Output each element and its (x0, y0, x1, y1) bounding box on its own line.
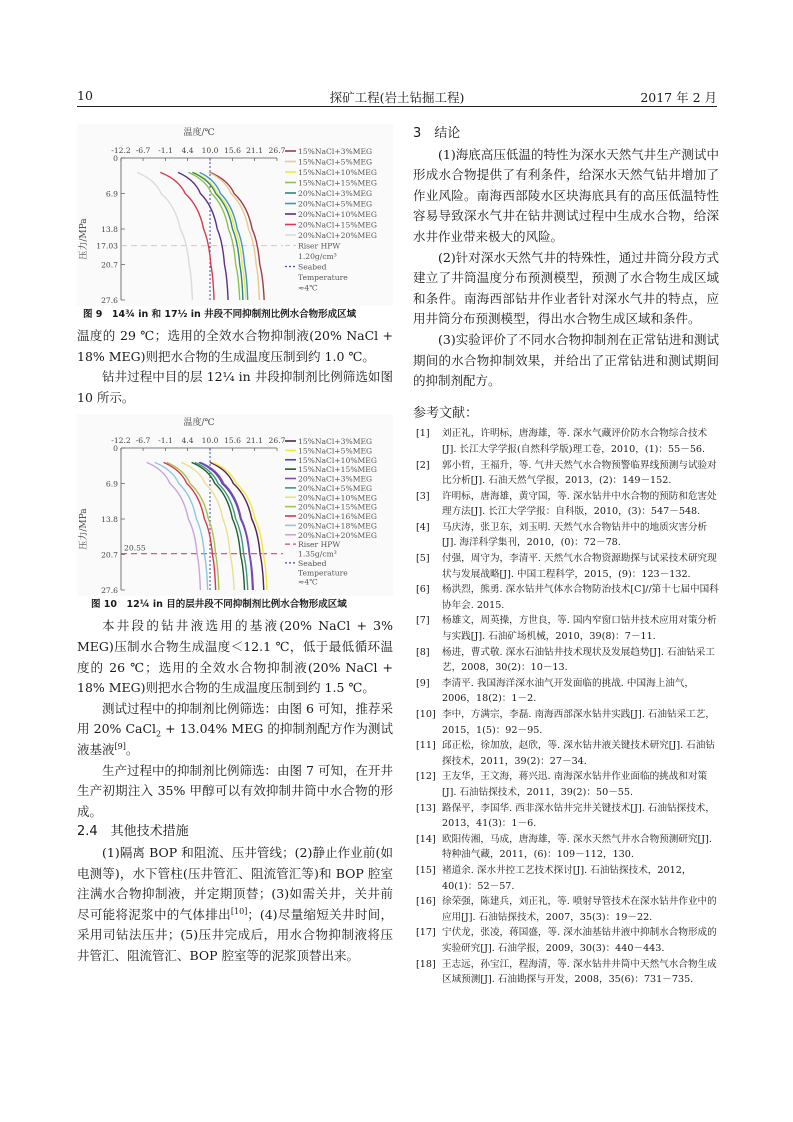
legend-item (285, 503, 377, 512)
legend-item (285, 189, 372, 198)
reference-item (413, 582, 719, 613)
reference-number: [7] (416, 615, 430, 627)
reference-text: 马庆涛，张卫东，刘玉明. 天然气水合物钻井中的地质灾害分析[J]. 海洋科学集刊，2010，(0)：72－78. (442, 521, 708, 549)
y-tick-label: 0 (113, 444, 118, 454)
paragraph: 本井段的钻井液选用的基液(20% NaCl + 3% MEG)压制水合物生成温度＜12.1 ℃，低于最低循环温度的 26 ℃；选用的全效水合物抑制液(20% NaCl + 18% MEG)则把水合物的生成温度压制到约 1.5 ℃。 (77, 618, 393, 696)
legend-label: ≈4℃ (298, 283, 318, 293)
legend-label: 20%NaCl+18%MEG (298, 521, 377, 531)
legend-item (285, 147, 372, 156)
reference-item (413, 863, 719, 894)
journal-title: 探矿工程(岩土钻掘工程) (329, 90, 465, 105)
reference-text: 王友华，王文海，蒋兴迅. 南海深水钻井作业面临的挑战和对策[J]. 石油钻探技术，2011，39(2)：50－55. (442, 771, 708, 798)
legend-label: 15%NaCl+10%MEG (298, 168, 377, 177)
legend-label: 15%NaCl+3%MEG (298, 437, 373, 447)
reference-item (413, 925, 719, 956)
reference-item (413, 676, 719, 707)
legend-item (285, 221, 377, 230)
y-tick-label: 20.7 (101, 550, 118, 560)
reference-item (413, 458, 719, 489)
legend-item (285, 168, 377, 177)
legend-label: Riser HPW (298, 241, 341, 251)
reference-item (413, 957, 719, 988)
legend-item (285, 210, 377, 219)
legend-label: 20%NaCl+15%MEG (298, 503, 377, 512)
legend-label: 20%NaCl+15%MEG (298, 220, 377, 230)
legend-item (285, 475, 372, 484)
reference-item (413, 738, 719, 769)
y-tick-label: 27.6 (101, 296, 118, 305)
y-tick-label: 17.03 (96, 241, 118, 251)
legend-label: 20%NaCl+10%MEG (298, 493, 377, 503)
right-column (413, 124, 719, 988)
reference-number: [13] (416, 802, 436, 814)
x-tick-label: 15.6 (224, 436, 241, 446)
text-run: 。 (125, 741, 139, 757)
legend-label: Riser HPW (298, 540, 341, 550)
paragraph: (3)实验评价了不同水合物抑制剂在正常钻进和测试期间的水合物抑制效果，并给出了正常钻进和测试期间的抑制剂配方。 (413, 331, 719, 389)
paragraph: (1)海底高压低温的特性为深水天然气井生产测试中形成水合物提供了有利条件，给深水天然气钻井增加了作业风险。南海西部陵水区块海底具有的高压低温特性容易导致深水气井在钻井测试过程中生成水合物，给深水井作业带来极大的风险。 (413, 146, 719, 244)
x-tick-label: 4.4 (181, 146, 194, 155)
y-tick-label: 6.9 (105, 189, 118, 199)
legend-item (285, 531, 377, 540)
reference-number: [11] (416, 740, 436, 752)
reference-text: 褚道余. 深水井控工艺技术探讨[J]. 石油钻探技术，2012，40(1)：52－57. (442, 864, 692, 892)
reference-number: [18] (416, 958, 436, 970)
legend-label: 20%NaCl+20%MEG (298, 531, 377, 541)
x-tick-label: -12.2 (111, 146, 131, 155)
reference-number: [4] (416, 521, 430, 533)
reference-text: 付强，周守为，李清平. 天然气水合物资源勘探与试采技术研究现状与发展战略[J]. 中国工程科学，2015，(9)：123－132. (442, 553, 717, 580)
legend-item (285, 484, 372, 493)
x-tick-label: 21.1 (246, 436, 264, 446)
legend-item (285, 522, 377, 531)
legend-item (285, 231, 377, 240)
left-column (77, 124, 393, 966)
reference-item (413, 801, 719, 832)
reference-number: [6] (416, 584, 430, 596)
x-tick-label: 4.4 (181, 436, 194, 446)
x-tick-label: 26.7 (268, 436, 286, 446)
y-tick-label: 6.9 (105, 479, 118, 489)
reference-list (413, 426, 719, 987)
paragraph: 温度的 29 ℃；选用的全效水合物抑制液(20% NaCl + 18% MEG)则把水合物的生成温度压制到约 1.0 ℃。 (77, 328, 393, 364)
issue-date: 2017 年 2 月 (640, 90, 717, 105)
legend-item (285, 466, 377, 475)
reference-number: [12] (416, 771, 436, 783)
legend-label: Temperature (298, 273, 348, 282)
reference-number: [16] (416, 896, 436, 908)
legend-label: 15%NaCl+5%MEG (298, 157, 373, 167)
reference-text: 许明标，唐海雄，黄守国，等. 深水钻井中水合物的预防和危害处理方法[J]. 长江大学学报：自科版，2010，(3)：547－548. (442, 490, 717, 518)
reference-number: [1] (416, 428, 430, 440)
reference-text: 李中，方满宗，李磊. 南海西部深水钻井实践[J]. 石油钻采工艺，2015，1(5)：92－95. (442, 709, 715, 736)
reference-item (413, 520, 719, 551)
reference-number: [17] (416, 927, 436, 939)
reference-number: [10] (416, 709, 436, 720)
x-tick-label: -1.1 (158, 146, 173, 155)
reference-item (413, 894, 719, 925)
legend-label: Seabed (298, 559, 327, 569)
x-tick-label: -6.7 (135, 436, 151, 446)
section-heading-3: 3 结论 (413, 126, 461, 141)
paragraph (77, 699, 393, 761)
reference-number: [8] (416, 646, 430, 658)
citation[interactable]: [10] (230, 906, 248, 916)
legend-label: 20%NaCl+5%MEG (298, 199, 373, 209)
x-tick-label: -1.1 (158, 436, 173, 446)
reference-number: [15] (416, 864, 436, 876)
reference-text: 杨雄文，周英操，方世良，等. 国内窄窗口钻井技术应用对策分析与实践[J]. 石油矿场机械，2010，39(8)：7－11. (442, 615, 717, 643)
legend-item (285, 158, 372, 167)
annotation-label: 20.55 (124, 544, 146, 554)
legend-label: 15%NaCl+15%MEG (298, 465, 377, 475)
reference-text: 刘正礼，许明标，唐海雄，等. 深水气藏评价防水合物综合技术[J]. 长江大学学报(自然科学版)理工卷，2010，(1)：55－56. (442, 428, 708, 455)
reference-text: 郭小哲，王福升，等. 气井天然气水合物预警临界线预测与试验对比分析[J]. 石油天然气学报，2013，(2)：149－152. (442, 459, 717, 487)
paragraph: 钻井过程中目的层 12¼ in 井段抑制剂比例筛选如图 10 所示。 (77, 369, 393, 405)
legend-item (285, 494, 377, 503)
reference-text: 李清平. 我国海洋深水油气开发面临的挑战. 中国海上油气，2006，18(2)：1－2. (442, 677, 695, 705)
legend-label: 15%NaCl+3%MEG (298, 147, 373, 156)
legend-label: ≈4℃ (298, 578, 318, 587)
legend-label: 20%NaCl+3%MEG (298, 189, 373, 198)
figure-9-chart (77, 124, 393, 306)
figure-10-caption: 图 10 12¼ in 目的层井段不同抑制剂比例水合物形成区域 (91, 599, 347, 611)
reference-number: [5] (416, 553, 430, 565)
y-axis-title: 压力/MPa (79, 508, 89, 551)
reference-number: [2] (416, 459, 430, 471)
y-tick-label: 13.8 (101, 515, 118, 525)
text-run: (1)隔离 BOP 和阻流、压井管线；(2)静止作业前(如电测等)，水下管柱(压井管汇、阻流管汇等)和 BOP 腔室注满水合物抑制液，并定期顶替；(3)如需关井，关井前尽可能将泥浆中的气体排出 (77, 844, 393, 922)
subscript: 2 (156, 729, 162, 739)
legend-label: 20%NaCl+20%MEG (298, 231, 377, 240)
reference-item (413, 645, 719, 676)
reference-item (413, 832, 719, 863)
text-run: + 13.04% MEG 的抑制剂配方作为测试液基液 (77, 721, 393, 757)
x-tick-label: -12.2 (111, 436, 131, 446)
legend-label: 20%NaCl+16%MEG (298, 512, 377, 522)
x-axis-title: 温度/℃ (183, 128, 215, 138)
legend-label: 20%NaCl+3%MEG (298, 474, 373, 484)
reference-item (413, 426, 719, 457)
section-heading-2-4: 2.4 其他技术措施 (77, 824, 189, 840)
figure-9-caption: 图 9 14¾ in 和 17½ in 井段不同抑制剂比例水合物形成区域 (83, 309, 357, 320)
reference-text: 杨进，曹式敬. 深水石油钻井技术现状及发展趋势[J]. 石油钻采工艺，2008，30(2)：10－13. (442, 646, 715, 674)
page-number: 10 (77, 88, 93, 103)
legend-item (285, 437, 372, 446)
legend-item (285, 447, 372, 456)
text-run: ；(4)尽量缩短关井时间，采用司钻法压井；(5)压井完成后，用水合物抑制液将压井管汇、阻流管汇、BOP 腔室等的泥浆顶替出来。 (77, 906, 393, 963)
paragraph (77, 843, 393, 967)
x-tick-label: 10.0 (201, 146, 219, 155)
paragraph: 生产过程中的抑制剂比例筛选：由图 7 可知，在开井生产初期注入 35% 甲醇可以有效抑制井筒中水合物的形成。 (77, 762, 393, 819)
reference-item (413, 707, 719, 738)
legend-label: 1.35g/cm³ (298, 549, 337, 559)
y-tick-label: 13.8 (101, 225, 118, 234)
reference-text: 路保平，李国华. 西非深水钻井完井关键技术[J]. 石油钻探技术，2013，41(3)：1－6. (442, 802, 715, 830)
legend-label: 15%NaCl+10%MEG (298, 456, 377, 466)
legend-label: Seabed (298, 262, 327, 272)
y-axis-title: 压力/MPa (79, 218, 89, 260)
x-tick-label: 21.1 (246, 146, 264, 155)
legend-item (285, 200, 372, 209)
legend-label: 15%NaCl+15%MEG (298, 178, 377, 188)
figure-10-chart (77, 414, 393, 596)
legend-item (285, 512, 377, 521)
legend-label: 15%NaCl+5%MEG (298, 446, 373, 456)
citation[interactable]: [9] (114, 741, 126, 751)
x-tick-label: 15.6 (224, 146, 241, 155)
legend-item (285, 179, 377, 188)
reference-number: [3] (416, 490, 430, 502)
x-axis-title: 温度/℃ (183, 418, 215, 429)
reference-text: 杨洪烈，熊勇. 深水钻井气体水合物防治技术[C]//第十七届中国科协年会. 2015. (442, 584, 719, 611)
x-tick-label: 10.0 (201, 436, 219, 446)
legend-label: Temperature (298, 568, 348, 578)
reference-text: 宁伏龙，张凌，蒋国盛，等. 深水油基钻井液中抑制水合物形成的实验研究[J]. 石油学报，2009，30(3)：440－443. (442, 927, 717, 954)
reference-item (413, 551, 719, 582)
y-tick-label: 20.7 (101, 260, 118, 270)
reference-text: 欧阳传湘，马成，唐海雄，等. 深水天然气井水合物预测研究[J]. 特种油气藏，2011，(6)：109－112，130. (442, 833, 712, 861)
legend-label: 1.20g/cm³ (298, 252, 337, 261)
reference-text: 邱正松，徐加放，赵欣，等. 深水钻井液关键技术研究[J]. 石油钻探技术，2011，39(2)：27－34. (442, 740, 715, 767)
x-tick-label: -6.7 (135, 146, 151, 155)
reference-item (413, 613, 719, 644)
x-tick-label: 26.7 (268, 146, 286, 155)
y-tick-label: 27.6 (101, 586, 118, 596)
y-tick-label: 0 (113, 154, 118, 163)
running-header (77, 86, 717, 107)
reference-text: 徐荣强，陈建兵，刘正礼，等. 喷射导管技术在深水钻井作业中的应用[J]. 石油钻探技术，2007，35(3)：19－22. (442, 896, 717, 923)
text-run: 测试过程中的抑制剂比例筛选：由图 6 可知，推荐采用 20% CaCl (77, 700, 393, 737)
reference-item (413, 769, 719, 800)
reference-text: 王志远，孙宝江，程海清，等. 深水钻井井筒中天然气水合物生成区域预测[J]. 石油勘探与开发，2008，35(6)：731－735. (442, 958, 717, 986)
references-heading: 参考文献： (413, 405, 479, 421)
reference-number: [9] (416, 677, 430, 689)
reference-item (413, 489, 719, 520)
legend-label: 20%NaCl+5%MEG (298, 484, 373, 494)
legend-label: 20%NaCl+10%MEG (298, 210, 377, 219)
legend-item (285, 456, 377, 465)
reference-number: [14] (416, 833, 436, 845)
paragraph: (2)针对深水天然气井的特殊性，通过井筒分段方式建立了井筒温度分布预测模型，预测了水合物生成区域和条件。南海西部钻井作业者针对深水气井的特点，应用井筒分布预测模型，得出水合物生成区域和条件。 (413, 249, 719, 327)
